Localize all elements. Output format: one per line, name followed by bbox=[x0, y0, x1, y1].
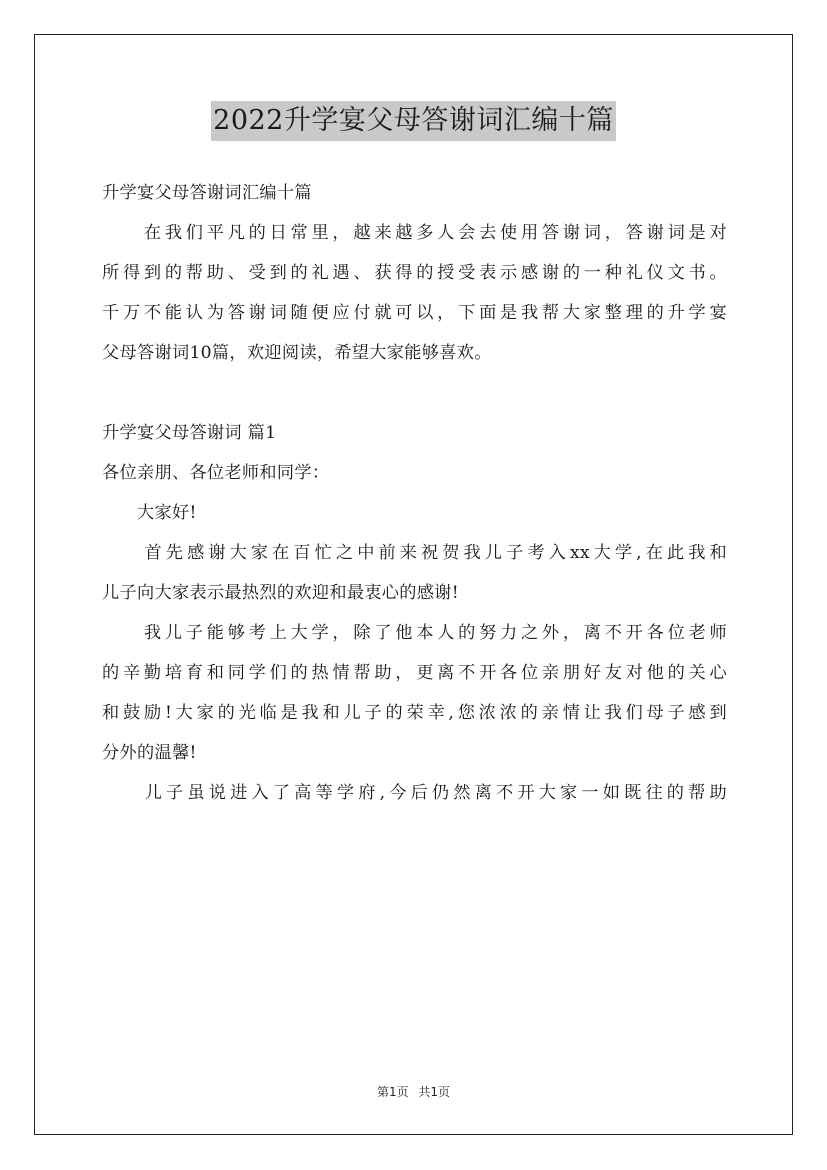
subtitle: 升学宴父母答谢词汇编十篇 bbox=[102, 183, 312, 203]
paragraph-line: 的辛勤培育和同学们的热情帮助，更离不开各位亲朋好友对他的关心 bbox=[102, 663, 727, 683]
page-footer bbox=[0, 1083, 827, 1100]
paragraph-line: 分外的温馨! bbox=[102, 743, 197, 763]
intro-line: 在我们平凡的日常里，越来越多人会去使用答谢词，答谢词是对 bbox=[102, 223, 727, 243]
document-body bbox=[102, 173, 727, 813]
page-number: 第1页 bbox=[376, 1085, 409, 1099]
paragraph-line: 和鼓励!大家的光临是我和儿子的荣幸,您浓浓的亲情让我们母子感到 bbox=[102, 703, 727, 723]
blank-line bbox=[102, 373, 727, 413]
title-container bbox=[0, 101, 827, 141]
intro-line: 所得到的帮助、受到的礼遇、获得的授受表示感谢的一种礼仪文书。 bbox=[102, 263, 727, 283]
paragraph-line: 儿子向大家表示最热烈的欢迎和最衷心的感谢! bbox=[102, 583, 459, 603]
intro-line: 父母答谢词10篇，欢迎阅读，希望大家能够喜欢。 bbox=[102, 343, 492, 363]
paragraph-line: 儿子虽说进入了高等学府,今后仍然离不开大家一如既往的帮助 bbox=[102, 783, 727, 803]
intro-line: 千万不能认为答谢词随便应付就可以，下面是我帮大家整理的升学宴 bbox=[102, 303, 727, 323]
document-title: 2022升学宴父母答谢词汇编十篇 bbox=[211, 101, 616, 141]
paragraph-line: 首先感谢大家在百忙之中前来祝贺我儿子考入xx大学,在此我和 bbox=[102, 543, 727, 563]
paragraph-line: 我儿子能够考上大学，除了他本人的努力之外，离不开各位老师 bbox=[102, 623, 727, 643]
salutation: 各位亲朋、各位老师和同学： bbox=[102, 463, 330, 483]
page-total: 共1页 bbox=[418, 1085, 451, 1099]
greeting: 大家好! bbox=[102, 503, 197, 523]
section-heading: 升学宴父母答谢词 篇1 bbox=[102, 423, 277, 443]
